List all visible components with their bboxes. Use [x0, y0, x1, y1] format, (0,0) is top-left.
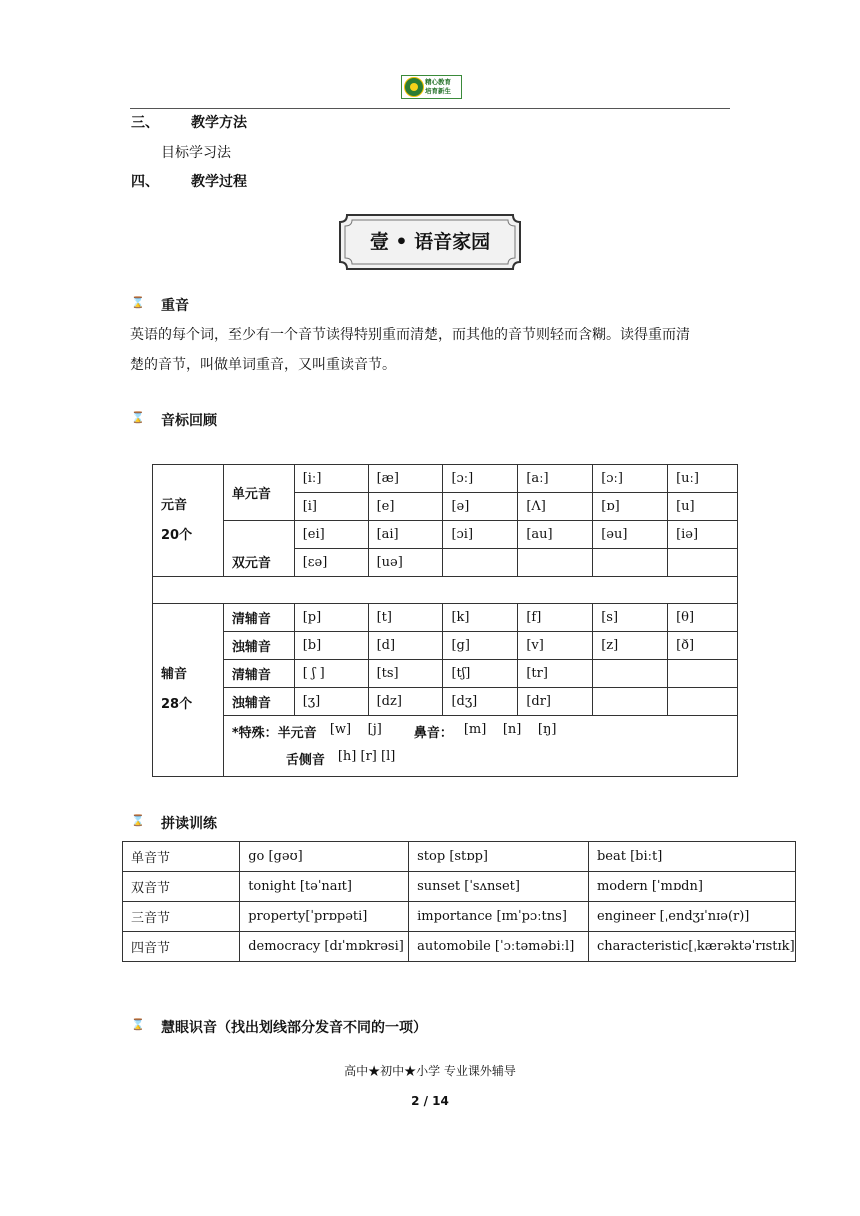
section-3-title: 教学方法	[191, 115, 247, 131]
hourglass-icon: ⌛	[131, 296, 145, 309]
ipa-cell: [εə]	[294, 549, 368, 577]
section-4-number: 四、	[131, 174, 159, 190]
voiceless-label: 清辅音	[223, 604, 294, 632]
logo-text-line1: 精心教育	[425, 78, 451, 86]
stress-paragraph	[130, 320, 740, 380]
phonetic-table	[152, 464, 738, 777]
ipa-cell: [b]	[294, 632, 368, 660]
ipa-cell: [aː]	[518, 465, 593, 493]
word-cell: engineer [ˌendʒɪˈnɪə(r)]	[588, 902, 795, 932]
syllable-label: 四音节	[123, 932, 240, 962]
footer-slogan: 高中★初中★小学 专业课外辅导	[344, 1064, 516, 1078]
ipa-cell: [s]	[593, 604, 668, 632]
ipa-cell: [ə]	[443, 493, 518, 521]
word-cell: tonight [təˈnaɪt]	[240, 872, 409, 902]
ipa-cell: [ɔi]	[443, 521, 518, 549]
spacer-cell	[153, 577, 738, 604]
stress-line-2: 楚的音节，叫做单词重音，又叫重读音节。	[130, 357, 396, 373]
ipa-cell: [æ]	[368, 465, 443, 493]
ipa-cell: [iː]	[294, 465, 368, 493]
ipa-cell: [ɔː]	[593, 465, 668, 493]
voiced-label: 浊辅音	[223, 688, 294, 716]
hourglass-icon: ⌛	[131, 1018, 145, 1031]
ipa-cell	[518, 549, 593, 577]
ipa-cell: [f]	[518, 604, 593, 632]
ipa-cell: [ai]	[368, 521, 443, 549]
ipa-cell: [t]	[368, 604, 443, 632]
ipa-cell: [u]	[668, 493, 738, 521]
stress-heading: 重音	[161, 298, 189, 314]
ipa-cell: [iə]	[668, 521, 738, 549]
hourglass-icon: ⌛	[131, 411, 145, 424]
ipa-cell: [d]	[368, 632, 443, 660]
nasal-label: 鼻音：	[413, 726, 453, 741]
word-cell: automobile [ˈɔːtəməbiːl]	[409, 932, 589, 962]
table-row	[123, 842, 796, 872]
banner-title: 壹 • 语音家园	[369, 231, 491, 253]
word-cell: property[ˈprɒpəti]	[240, 902, 409, 932]
ipa-cell	[593, 549, 668, 577]
special-sounds-cell	[223, 716, 737, 777]
stress-line-1: 英语的每个词，至少有一个音节读得特别重而清楚，而其他的音节则轻而含糊。读得重而清	[130, 327, 690, 343]
table-row	[153, 688, 738, 716]
word-cell: importance [ɪmˈpɔːtns]	[409, 902, 589, 932]
ipa-cell: [uː]	[668, 465, 738, 493]
ipa-cell: [i]	[294, 493, 368, 521]
table-row	[123, 902, 796, 932]
ipa-cell: [dʒ]	[443, 688, 518, 716]
page-number: 2 / 14	[411, 1094, 449, 1108]
ipa-cell: [ ʃ ]	[294, 660, 368, 688]
ipa-cell	[668, 549, 738, 577]
table-row	[153, 716, 738, 777]
diphthong-label: 双元音	[223, 521, 294, 577]
word-cell: sunset [ˈsʌnset]	[409, 872, 589, 902]
ipa-cell: [au]	[518, 521, 593, 549]
ipa-cell: [k]	[443, 604, 518, 632]
word-cell: go [gəʊ]	[240, 842, 409, 872]
keen-ear-heading: 慧眼识音（找出划线部分发音不同的一项）	[161, 1020, 427, 1036]
ipa-cell: [dr]	[518, 688, 593, 716]
nasal-values: [m] [n] [ŋ]	[463, 722, 557, 737]
table-row	[153, 465, 738, 493]
syllable-label: 三音节	[123, 902, 240, 932]
ipa-cell	[593, 688, 668, 716]
syllable-label: 单音节	[123, 842, 240, 872]
table-row	[123, 872, 796, 902]
ipa-cell: [θ]	[668, 604, 738, 632]
word-cell: modern [ˈmɒdn]	[588, 872, 795, 902]
table-spacer-row	[153, 577, 738, 604]
ipa-cell: [g]	[443, 632, 518, 660]
voiced-label: 浊辅音	[223, 632, 294, 660]
spelling-table	[122, 841, 796, 962]
ipa-cell: [əu]	[593, 521, 668, 549]
spelling-heading: 拼读训练	[161, 816, 217, 832]
table-row	[153, 521, 738, 549]
table-row	[123, 932, 796, 962]
ipa-cell: [e]	[368, 493, 443, 521]
section-3-content: 目标学习法	[161, 145, 231, 161]
monophthong-label: 单元音	[223, 465, 294, 521]
header-logo	[401, 75, 462, 99]
table-row	[153, 604, 738, 632]
consonant-group-label: 辅音 28个	[153, 604, 224, 777]
word-cell: beat [biːt]	[588, 842, 795, 872]
ipa-cell: [p]	[294, 604, 368, 632]
vowel-group-label: 元音 20个	[153, 465, 224, 577]
section-4-title: 教学过程	[191, 174, 247, 190]
ipa-cell: [ei]	[294, 521, 368, 549]
review-heading: 音标回顾	[161, 413, 217, 429]
ipa-cell: [ɒ]	[593, 493, 668, 521]
logo-text-line2: 培育新生	[425, 87, 451, 95]
header-rule	[130, 108, 730, 109]
hourglass-icon: ⌛	[131, 814, 145, 827]
section-banner	[337, 212, 523, 272]
voiceless-label: 清辅音	[223, 660, 294, 688]
ipa-cell: [ʒ]	[294, 688, 368, 716]
ipa-cell: [ð]	[668, 632, 738, 660]
lateral-values: [h] [r] [l]	[337, 749, 396, 764]
semivowel-values: [w] [j]	[329, 722, 382, 737]
ipa-cell: [tr]	[518, 660, 593, 688]
table-row	[153, 660, 738, 688]
section-3-number: 三、	[131, 115, 159, 131]
word-cell: democracy [dɪˈmɒkrəsi]	[240, 932, 409, 962]
table-row	[153, 632, 738, 660]
ipa-cell: [ts]	[368, 660, 443, 688]
ipa-cell	[668, 660, 738, 688]
ipa-cell: [Λ]	[518, 493, 593, 521]
ipa-cell: [dz]	[368, 688, 443, 716]
lateral-label: 舌侧音	[285, 753, 325, 768]
special-label: *特殊：半元音	[231, 726, 317, 741]
ipa-cell	[668, 688, 738, 716]
ipa-cell: [v]	[518, 632, 593, 660]
ipa-cell: [ɔː]	[443, 465, 518, 493]
ipa-cell: [tʃ]	[443, 660, 518, 688]
ipa-cell: [z]	[593, 632, 668, 660]
logo-emblem-icon	[404, 77, 424, 97]
word-cell: characteristic[ˌkærəktəˈrɪstɪk]	[588, 932, 795, 962]
ipa-cell: [uə]	[368, 549, 443, 577]
word-cell: stop [stɒp]	[409, 842, 589, 872]
ipa-cell	[443, 549, 518, 577]
ipa-cell	[593, 660, 668, 688]
syllable-label: 双音节	[123, 872, 240, 902]
